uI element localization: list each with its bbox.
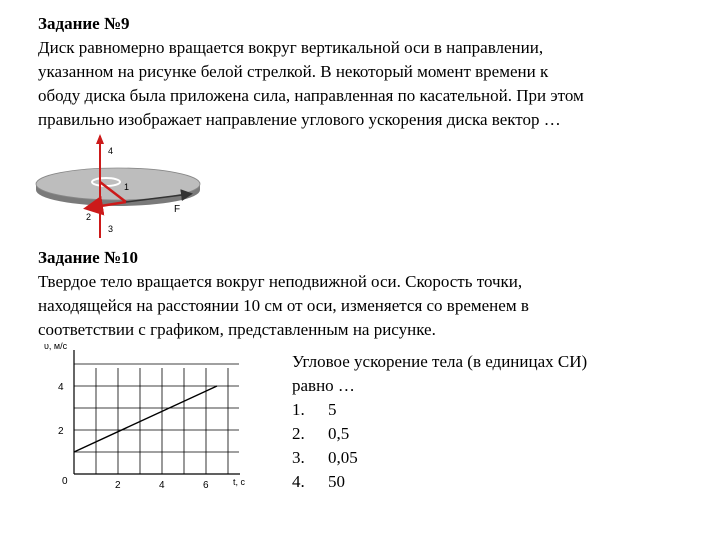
x-tick-label: 6 [203,480,209,491]
x-axis-label: t, c [233,477,246,487]
label-4: 4 [108,146,114,156]
series-line [74,386,217,452]
label-1: 1 [124,182,130,192]
task9-line: правильно изображает направление углового ускорения диска вектор … [38,110,561,129]
task10-line: соответствии с графиком, представленным на рисунке. [38,320,436,339]
question-line: равно … [292,376,355,395]
y-tick-label: 4 [58,382,64,393]
task9-line: ободу диска была приложена сила, направленная по касательной. При этом [38,86,584,105]
task9-block [38,12,688,132]
option-1[interactable] [292,398,692,422]
question-line: Угловое ускорение тела (в единицах СИ) [292,352,588,371]
label-3: 3 [108,224,114,234]
label-F: F [174,204,181,215]
option-text: 0,05 [328,448,358,467]
disk-figure [28,132,208,242]
task9-title: Задание №9 [38,14,130,33]
option-number: 1. [292,400,305,419]
option-3[interactable] [292,446,692,470]
task9-line: Диск равномерно вращается вокруг вертикальной оси в направлении, [38,38,544,57]
vector-4-icon [96,134,104,144]
velocity-graph [40,340,260,500]
y-tick-label: 0 [62,476,68,487]
x-tick-label: 4 [159,480,165,491]
option-number: 3. [292,448,305,467]
task10-block [38,246,688,342]
x-tick-label: 2 [115,480,121,491]
option-number: 2. [292,424,305,443]
task10-line: находящейся на расстоянии 10 см от оси, изменяется со временем в [38,296,529,315]
y-axis-label: υ, м/с [44,341,68,351]
option-text: 5 [328,400,337,419]
graph-grid [74,364,239,474]
option-number: 4. [292,472,305,491]
label-2: 2 [86,212,92,222]
option-text: 50 [328,472,345,491]
task10-title: Задание №10 [38,248,139,267]
option-4[interactable] [292,470,692,494]
y-tick-label: 2 [58,426,64,437]
option-2[interactable] [292,422,692,446]
task9-line: указанном на рисунке белой стрелкой. В некоторый момент времени к [38,62,549,81]
task10-line: Твердое тело вращается вокруг неподвижной оси. Скорость точки, [38,272,523,291]
task10-answers [292,350,692,494]
option-text: 0,5 [328,424,350,443]
